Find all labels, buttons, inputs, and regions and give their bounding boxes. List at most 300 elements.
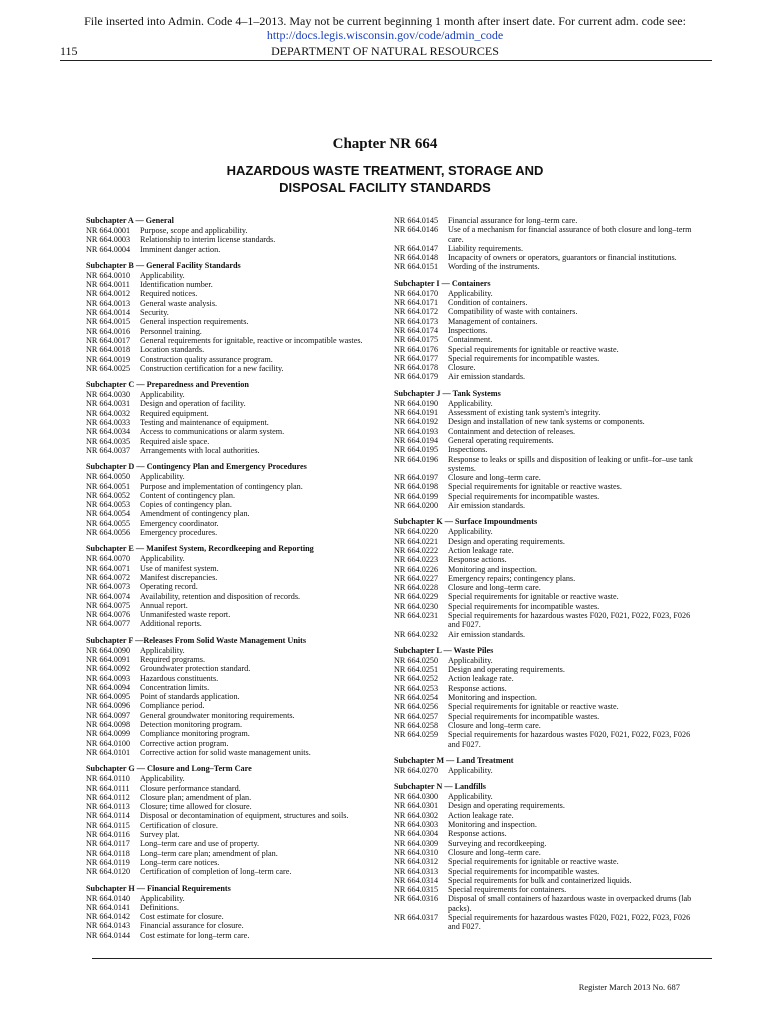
section-entry	[86, 418, 378, 427]
subchapter-heading: Subchapter A — General	[86, 216, 174, 225]
section-number: NR 664.0177	[394, 353, 439, 363]
section-number: NR 664.0151	[394, 262, 439, 272]
section-title: Surveying and recordkeeping.	[448, 838, 547, 848]
section-title: Monitoring and inspection.	[448, 564, 537, 574]
section-title: General groundwater monitoring requirements.	[140, 710, 295, 720]
section-entry	[86, 519, 378, 528]
admin-code-link[interactable]: http://docs.legis.wisconsin.gov/code/admin_code	[266, 28, 504, 42]
section-title: Long–term care notices.	[140, 857, 220, 867]
section-number: NR 664.0200	[394, 501, 439, 511]
section-title: Emergency coordinator.	[140, 518, 219, 528]
section-number: NR 664.0011	[86, 280, 130, 290]
section-entry	[86, 592, 378, 601]
section-entry	[394, 792, 694, 801]
section-number: NR 664.0302	[394, 810, 439, 820]
section-entry	[86, 921, 378, 930]
section-entry	[394, 363, 694, 372]
section-number: NR 664.0174	[394, 325, 439, 335]
section-entry	[394, 885, 694, 894]
section-number: NR 664.0115	[86, 820, 130, 830]
section-number: NR 664.0012	[86, 289, 131, 299]
section-entry	[86, 601, 378, 610]
section-number: NR 664.0111	[86, 783, 130, 793]
section-number: NR 664.0120	[86, 867, 131, 877]
section-number: NR 664.0317	[394, 913, 439, 922]
section-title: Use of manifest system.	[140, 563, 219, 573]
subchapter-heading: Subchapter I — Containers	[394, 278, 491, 288]
section-entry	[86, 811, 378, 820]
section-title: Purpose, scope and applicability.	[140, 226, 248, 235]
section-entry	[86, 849, 378, 858]
section-number: NR 664.0198	[394, 482, 439, 492]
section-entry	[86, 692, 378, 701]
section-entry	[86, 858, 378, 867]
section-number: NR 664.0025	[86, 363, 131, 373]
section-number: NR 664.0001	[86, 226, 131, 235]
section-entry	[394, 574, 694, 583]
section-entry	[394, 501, 694, 510]
section-title: Personnel training.	[140, 326, 202, 336]
section-entry	[394, 730, 694, 749]
section-entry	[86, 793, 378, 802]
section-title: Response to leaks or spills and disposition of leaking or unfit–for–use tank systems.	[448, 454, 693, 473]
section-entry	[394, 436, 694, 445]
section-title: Design and operating requirements.	[448, 536, 565, 546]
section-title: Copies of contingency plan.	[140, 500, 232, 510]
header-rule	[60, 60, 712, 61]
section-title: Action leakage rate.	[448, 545, 514, 555]
section-number: NR 664.0143	[86, 921, 131, 931]
subchapter-heading: Subchapter G — Closure and Long–Term Care	[86, 764, 252, 774]
subchapter-heading: Subchapter D — Contingency Plan and Emergency Procedures	[86, 462, 307, 472]
section-number: NR 664.0192	[394, 417, 439, 427]
section-title: Applicability.	[448, 765, 493, 775]
section-entry	[394, 857, 694, 866]
section-title: Response actions.	[448, 829, 507, 839]
section-title: Imminent danger action.	[140, 244, 221, 254]
contents-left-column	[86, 216, 378, 940]
section-entry	[394, 829, 694, 838]
section-number: NR 664.0313	[394, 866, 439, 876]
section-entry	[86, 867, 378, 876]
section-number: NR 664.0147	[394, 243, 439, 253]
subchapter-heading: Subchapter K — Surface Impoundments	[394, 517, 538, 527]
section-number: NR 664.0222	[394, 545, 439, 555]
chapter-title	[0, 162, 770, 196]
section-title: General operating requirements.	[448, 435, 554, 445]
section-entry	[394, 537, 694, 546]
section-number: NR 664.0145	[394, 216, 439, 225]
section-title: Long–term care plan; amendment of plan.	[140, 848, 278, 858]
section-title: Compatibility of waste with containers.	[448, 307, 578, 317]
section-title: Point of standards application.	[140, 692, 240, 702]
section-number: NR 664.0101	[86, 747, 131, 757]
section-title: Compliance period.	[140, 701, 205, 711]
section-title: Management of containers.	[448, 316, 538, 326]
section-entry	[86, 903, 378, 912]
section-entry	[86, 582, 378, 591]
section-number: NR 664.0018	[86, 345, 131, 355]
section-entry	[86, 655, 378, 664]
section-number: NR 664.0013	[86, 298, 131, 308]
section-number: NR 664.0141	[86, 902, 131, 912]
section-number: NR 664.0033	[86, 418, 131, 428]
section-entry	[394, 225, 694, 244]
section-title: Availability, retention and disposition of records.	[140, 591, 301, 601]
section-number: NR 664.0070	[86, 554, 131, 564]
section-title: Applicability.	[140, 270, 185, 280]
section-entry	[86, 619, 378, 628]
section-title: Response actions.	[448, 683, 507, 693]
section-number: NR 664.0191	[394, 408, 439, 418]
section-number: NR 664.0173	[394, 316, 439, 326]
section-number: NR 664.0072	[86, 572, 131, 582]
section-entry	[86, 664, 378, 673]
section-entry	[394, 307, 694, 316]
section-number: NR 664.0176	[394, 344, 439, 354]
section-title: Applicability.	[448, 288, 493, 298]
section-title: Special requirements for incompatible wastes.	[448, 711, 600, 721]
section-title: Applicability.	[448, 792, 493, 802]
section-number: NR 664.0110	[86, 774, 130, 784]
section-title: Air emission standards.	[448, 501, 526, 511]
section-title: Applicability.	[140, 645, 185, 655]
section-number: NR 664.0196	[394, 454, 439, 464]
section-title: Special requirements for hazardous wastes F020, F021, F022, F023, F026 and F027.	[448, 730, 691, 749]
section-number: NR 664.0316	[394, 894, 439, 904]
section-title: Monitoring and inspection.	[448, 820, 537, 830]
section-entry	[86, 446, 378, 455]
section-title: Compliance monitoring program.	[140, 729, 250, 739]
section-title: Amendment of contingency plan.	[140, 509, 250, 519]
section-number: NR 664.0258	[394, 720, 439, 730]
section-number: NR 664.0031	[86, 399, 131, 409]
section-title: Monitoring and inspection.	[448, 693, 537, 703]
chapter-title-line-2: DISPOSAL FACILITY STANDARDS	[279, 180, 491, 195]
section-entry	[394, 417, 694, 426]
section-number: NR 664.0146	[394, 225, 439, 235]
section-entry	[394, 876, 694, 885]
section-entry	[86, 839, 378, 848]
section-title: Special requirements for ignitable or reactive wastes.	[448, 482, 622, 492]
section-entry	[86, 336, 378, 345]
section-number: NR 664.0250	[394, 655, 439, 665]
section-entry	[86, 427, 378, 436]
section-entry	[394, 811, 694, 820]
section-title: Relationship to interim license standards.	[140, 235, 276, 245]
section-title: Unmanifested waste report.	[140, 610, 231, 620]
section-title: Air emission standards.	[448, 372, 526, 382]
section-entry	[86, 308, 378, 317]
section-number: NR 664.0094	[86, 682, 131, 692]
section-entry	[86, 784, 378, 793]
section-number: NR 664.0093	[86, 673, 131, 683]
section-title: Emergency repairs; contingency plans.	[448, 573, 576, 583]
section-entry	[86, 235, 378, 244]
section-entry	[394, 445, 694, 454]
section-number: NR 664.0112	[86, 792, 130, 802]
section-number: NR 664.0144	[86, 930, 131, 940]
section-entry	[86, 683, 378, 692]
section-entry	[86, 509, 378, 518]
section-entry	[394, 298, 694, 307]
section-number: NR 664.0113	[86, 802, 130, 812]
section-title: Required notices.	[140, 289, 198, 299]
section-entry	[394, 712, 694, 721]
section-title: Required equipment.	[140, 408, 209, 418]
contents-right-column	[394, 216, 694, 932]
section-title: General inspection requirements.	[140, 317, 249, 327]
section-title: Special requirements for incompatible wastes.	[448, 601, 600, 611]
section-title: Condition of containers.	[448, 298, 528, 308]
section-title: Corrective action for solid waste management units.	[140, 747, 311, 757]
section-title: Survey plat.	[140, 830, 180, 840]
section-entry	[86, 646, 378, 655]
section-number: NR 664.0228	[394, 583, 439, 593]
subchapter-heading: Subchapter E — Manifest System, Recordkeeping and Reporting	[86, 544, 314, 554]
section-number: NR 664.0221	[394, 536, 439, 546]
section-entry	[86, 317, 378, 326]
section-title: Action leakage rate.	[448, 810, 514, 820]
section-entry	[86, 390, 378, 399]
section-title: Applicability.	[140, 774, 185, 784]
section-title: Use of a mechanism for financial assurance of both closure and long–term care.	[448, 225, 692, 244]
section-title: General waste analysis.	[140, 298, 218, 308]
section-entry	[394, 216, 694, 225]
section-number: NR 664.0032	[86, 408, 131, 418]
section-number: NR 664.0309	[394, 838, 439, 848]
section-entry	[86, 830, 378, 839]
section-title: Definitions.	[140, 902, 179, 912]
section-entry	[86, 245, 378, 254]
section-number: NR 664.0312	[394, 857, 439, 867]
section-title: Special requirements for incompatible wastes.	[448, 491, 600, 501]
section-number: NR 664.0303	[394, 820, 439, 830]
section-number: NR 664.0142	[86, 912, 131, 922]
section-title: Financial assurance for closure.	[140, 921, 244, 931]
section-title: Long–term care and use of property.	[140, 839, 260, 849]
section-number: NR 664.0090	[86, 645, 131, 655]
section-title: Design and operation of facility.	[140, 399, 246, 409]
section-number: NR 664.0251	[394, 665, 439, 675]
insert-notice	[0, 14, 770, 42]
section-entry	[86, 931, 378, 940]
section-number: NR 664.0092	[86, 664, 131, 674]
section-title: Special requirements for hazardous wastes F020, F021, F022, F023, F026 and F027.	[448, 913, 691, 932]
section-entry	[394, 372, 694, 381]
section-number: NR 664.0016	[86, 326, 131, 336]
section-number: NR 664.0116	[86, 830, 130, 840]
section-number: NR 664.0117	[86, 839, 130, 849]
section-number: NR 664.0098	[86, 720, 131, 730]
section-entry	[394, 848, 694, 857]
section-title: Design and installation of new tank systems or components.	[448, 417, 645, 427]
section-entry	[86, 802, 378, 811]
section-entry	[86, 729, 378, 738]
section-title: Applicability.	[448, 398, 493, 408]
section-title: Financial assurance for long–term care.	[448, 216, 578, 225]
section-number: NR 664.0077	[86, 619, 131, 629]
section-entry	[394, 317, 694, 326]
section-entry	[394, 913, 694, 932]
section-title: Closure; time allowed for closure.	[140, 802, 252, 812]
section-entry	[86, 299, 378, 308]
section-title: Certification of closure.	[140, 820, 218, 830]
section-number: NR 664.0037	[86, 445, 131, 455]
section-entry	[394, 801, 694, 810]
section-title: Special requirements for ignitable or reactive waste.	[448, 592, 619, 602]
section-title: Testing and maintenance of equipment.	[140, 418, 269, 428]
section-number: NR 664.0229	[394, 592, 439, 602]
section-number: NR 664.0030	[86, 390, 131, 400]
section-title: Hazardous constituents.	[140, 673, 219, 683]
section-entry	[394, 656, 694, 665]
section-entry	[86, 226, 378, 235]
section-title: Applicability.	[448, 655, 493, 665]
section-number: NR 664.0051	[86, 481, 131, 491]
section-entry	[86, 739, 378, 748]
section-entry	[86, 327, 378, 336]
section-number: NR 664.0056	[86, 528, 131, 538]
section-number: NR 664.0172	[394, 307, 439, 317]
section-entry	[394, 289, 694, 298]
section-number: NR 664.0171	[394, 298, 439, 308]
section-entry	[86, 821, 378, 830]
section-number: NR 664.0096	[86, 701, 131, 711]
section-number: NR 664.0227	[394, 573, 439, 583]
subchapter-heading: Subchapter N — Landfills	[394, 782, 486, 792]
section-entry	[86, 894, 378, 903]
section-entry	[86, 720, 378, 729]
section-title: Containment and detection of releases.	[448, 426, 576, 436]
section-title: Closure plan; amendment of plan.	[140, 792, 252, 802]
section-number: NR 664.0197	[394, 473, 439, 483]
section-entry	[86, 748, 378, 757]
section-number: NR 664.0073	[86, 582, 131, 592]
insert-notice-text: File inserted into Admin. Code 4–1–2013. May not be current beginning 1 month after insert date. For current adm. code see:	[84, 14, 686, 28]
section-number: NR 664.0226	[394, 564, 439, 574]
section-entry	[394, 244, 694, 253]
section-number: NR 664.0232	[394, 629, 439, 639]
section-title: Location standards.	[140, 345, 205, 355]
section-number: NR 664.0175	[394, 335, 439, 345]
section-title: Inspections.	[448, 325, 488, 335]
section-number: NR 664.0014	[86, 308, 131, 318]
register-footer: Register March 2013 No. 687	[578, 982, 680, 992]
section-entry	[394, 602, 694, 611]
section-entry	[86, 437, 378, 446]
section-number: NR 664.0075	[86, 600, 131, 610]
section-number: NR 664.0052	[86, 490, 131, 500]
section-number: NR 664.0114	[86, 811, 130, 821]
section-title: Air emission standards.	[448, 629, 526, 639]
section-entry	[394, 354, 694, 363]
section-title: Special requirements for incompatible wastes.	[448, 353, 600, 363]
section-number: NR 664.0140	[86, 893, 131, 903]
section-entry	[394, 583, 694, 592]
section-number: NR 664.0099	[86, 729, 131, 739]
section-title: Closure and long–term care.	[448, 583, 541, 593]
section-title: Corrective action program.	[140, 738, 229, 748]
section-number: NR 664.0314	[394, 875, 439, 885]
section-number: NR 664.0019	[86, 354, 131, 364]
section-number: NR 664.0254	[394, 693, 439, 703]
section-title: Incapacity of owners or operators, guarantors or financial institutions.	[448, 253, 677, 263]
section-entry	[86, 289, 378, 298]
section-entry	[86, 482, 378, 491]
section-title: Disposal or decontamination of equipment, structures and soils.	[140, 811, 349, 821]
section-entry	[394, 693, 694, 702]
section-entry	[86, 674, 378, 683]
section-title: Closure and long–term care.	[448, 847, 541, 857]
section-title: Action leakage rate.	[448, 674, 514, 684]
section-entry	[86, 399, 378, 408]
section-title: Closure performance standard.	[140, 783, 241, 793]
subchapter-heading: Subchapter J — Tank Systems	[394, 388, 501, 398]
section-title: Applicability.	[448, 527, 493, 537]
section-entry	[394, 482, 694, 491]
section-number: NR 664.0054	[86, 509, 131, 519]
section-title: Concentration limits.	[140, 682, 210, 692]
section-number: NR 664.0074	[86, 591, 131, 601]
section-title: Applicability.	[140, 893, 185, 903]
section-title: Design and operating requirements.	[448, 665, 565, 675]
section-title: Disposal of small containers of hazardous waste in overpacked drums (lab packs).	[448, 894, 692, 913]
section-number: NR 664.0100	[86, 738, 131, 748]
section-title: Response actions.	[448, 555, 507, 565]
section-entry	[86, 528, 378, 537]
section-number: NR 664.0199	[394, 491, 439, 501]
section-title: Liability requirements.	[448, 243, 524, 253]
section-entry	[394, 721, 694, 730]
section-number: NR 664.0230	[394, 601, 439, 611]
section-title: Cost estimate for closure.	[140, 912, 224, 922]
subchapter-heading: Subchapter M — Land Treatment	[394, 755, 514, 765]
section-number: NR 664.0004	[86, 244, 131, 254]
section-entry	[86, 711, 378, 720]
section-title: Assessment of existing tank system's integrity.	[448, 408, 601, 418]
footer-rule	[92, 958, 712, 959]
section-title: Special requirements for ignitable or reactive waste.	[448, 702, 619, 712]
section-title: Required programs.	[140, 654, 206, 664]
section-number: NR 664.0010	[86, 270, 131, 280]
section-entry	[86, 491, 378, 500]
section-title: Applicability.	[140, 554, 185, 564]
section-number: NR 664.0195	[394, 445, 439, 455]
section-title: Annual report.	[140, 600, 188, 610]
subchapter-heading: Subchapter B — General Facility Standards	[86, 260, 241, 270]
section-entry	[394, 555, 694, 564]
section-number: NR 664.0310	[394, 847, 439, 857]
section-title: Content of contingency plan.	[140, 490, 236, 500]
section-number: NR 664.0053	[86, 500, 131, 510]
section-number: NR 664.0097	[86, 710, 131, 720]
section-title: Special requirements for containers.	[448, 885, 567, 895]
section-number: NR 664.0193	[394, 426, 439, 436]
chapter-heading: Chapter NR 664	[332, 136, 438, 152]
section-entry	[394, 674, 694, 683]
section-title: Purpose and implementation of contingency plan.	[140, 481, 303, 491]
section-entry	[394, 867, 694, 876]
section-entry	[394, 839, 694, 848]
section-entry	[394, 766, 694, 775]
section-entry	[394, 335, 694, 344]
subchapter-heading: Subchapter F —Releases From Solid Waste Management Units	[86, 635, 307, 645]
section-number: NR 664.0270	[394, 765, 439, 775]
section-entry	[394, 262, 694, 271]
section-number: NR 664.0315	[394, 885, 439, 895]
section-entry	[394, 630, 694, 639]
